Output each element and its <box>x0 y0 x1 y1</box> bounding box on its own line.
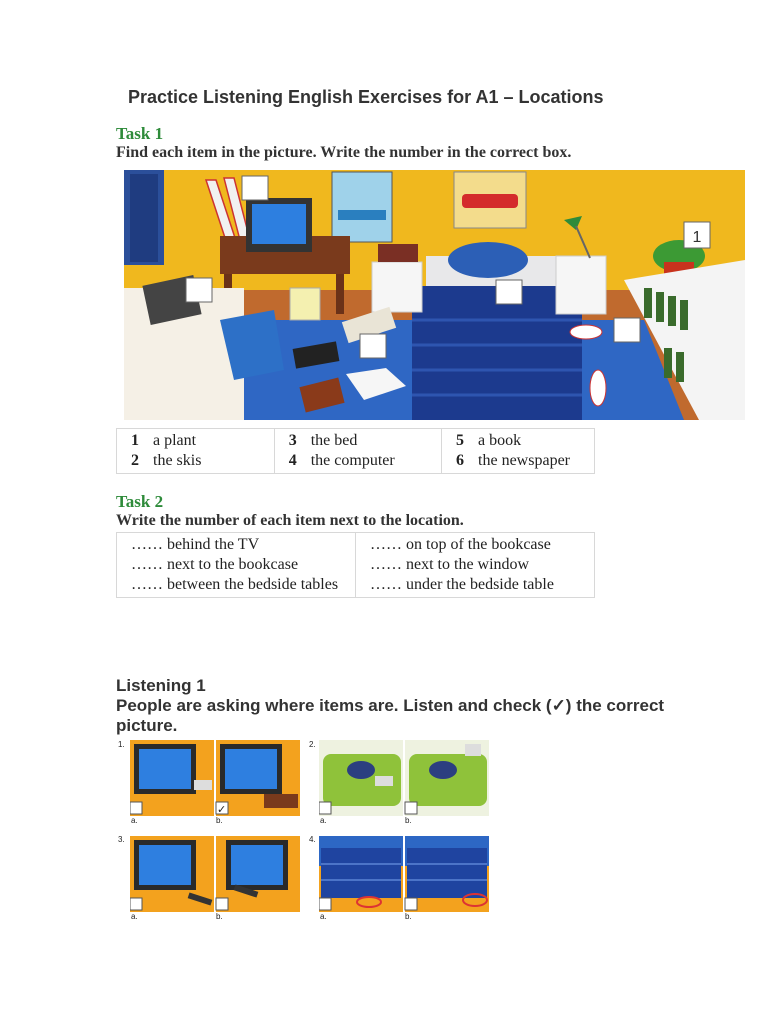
bedroom-scene-illustration <box>124 170 745 420</box>
option-a-label: a. <box>131 816 138 825</box>
answer-box[interactable] <box>496 280 522 304</box>
question-number: 3. <box>118 835 125 844</box>
item-row: 3 the bed <box>288 432 358 449</box>
location-line: …… next to the bookcase <box>131 556 299 573</box>
option-b-label: b. <box>405 912 412 921</box>
answer-box[interactable] <box>614 318 640 342</box>
option-b-label: b. <box>405 816 412 825</box>
checkbox-b[interactable] <box>405 898 417 910</box>
checkbox-a[interactable] <box>130 898 142 910</box>
question-3-pictures <box>130 836 300 912</box>
check-mark: ✓ <box>217 804 227 816</box>
option-a-label: a. <box>320 912 327 921</box>
task2-heading: Task 2 <box>116 492 164 511</box>
location-line: …… under the bedside table <box>370 576 554 593</box>
question-4-pictures <box>319 836 489 912</box>
task1-item-table <box>116 428 595 474</box>
answer-box[interactable] <box>186 278 212 302</box>
page-title: Practice Listening English Exercises for A1 – Locations <box>128 87 604 107</box>
task2-location-table <box>116 532 595 598</box>
checkbox-a[interactable] <box>319 898 331 910</box>
location-line: …… behind the TV <box>131 536 260 553</box>
option-a-label: a. <box>320 816 327 825</box>
checkbox-a[interactable] <box>130 802 142 814</box>
checkbox-b[interactable] <box>405 802 417 814</box>
listening1-heading: Listening 1 <box>116 676 206 695</box>
answer-box[interactable] <box>360 334 386 358</box>
checkbox-a[interactable] <box>319 802 331 814</box>
task1-instruction: Find each item in the picture. Write the number in the correct box. <box>116 144 572 161</box>
item-row: 6 the newspaper <box>456 452 570 469</box>
item-row: 4 the computer <box>288 452 395 469</box>
item-row: 2 the skis <box>131 452 202 469</box>
listening1-instruction: People are asking where items are. Listen and check (✓) the correct picture. <box>116 696 665 735</box>
option-a-label: a. <box>131 912 138 921</box>
question-number: 1. <box>118 740 125 749</box>
question-number: 4. <box>309 835 316 844</box>
location-line: …… next to the window <box>370 556 530 573</box>
answer-box-value: 1 <box>692 229 702 246</box>
item-row: 1 a plant <box>131 432 197 449</box>
checkbox-b[interactable] <box>216 898 228 910</box>
option-b-label: b. <box>216 912 223 921</box>
location-line: …… between the bedside tables <box>131 576 339 593</box>
question-2-pictures <box>319 740 489 816</box>
question-1-pictures <box>130 740 300 816</box>
answer-box[interactable] <box>242 176 268 200</box>
task1-heading: Task 1 <box>116 124 164 143</box>
task2-instruction: Write the number of each item next to the location. <box>116 512 464 529</box>
location-line: …… on top of the bookcase <box>370 536 551 553</box>
option-b-label: b. <box>216 816 223 825</box>
question-number: 2. <box>309 740 316 749</box>
item-row: 5 a book <box>456 432 522 449</box>
